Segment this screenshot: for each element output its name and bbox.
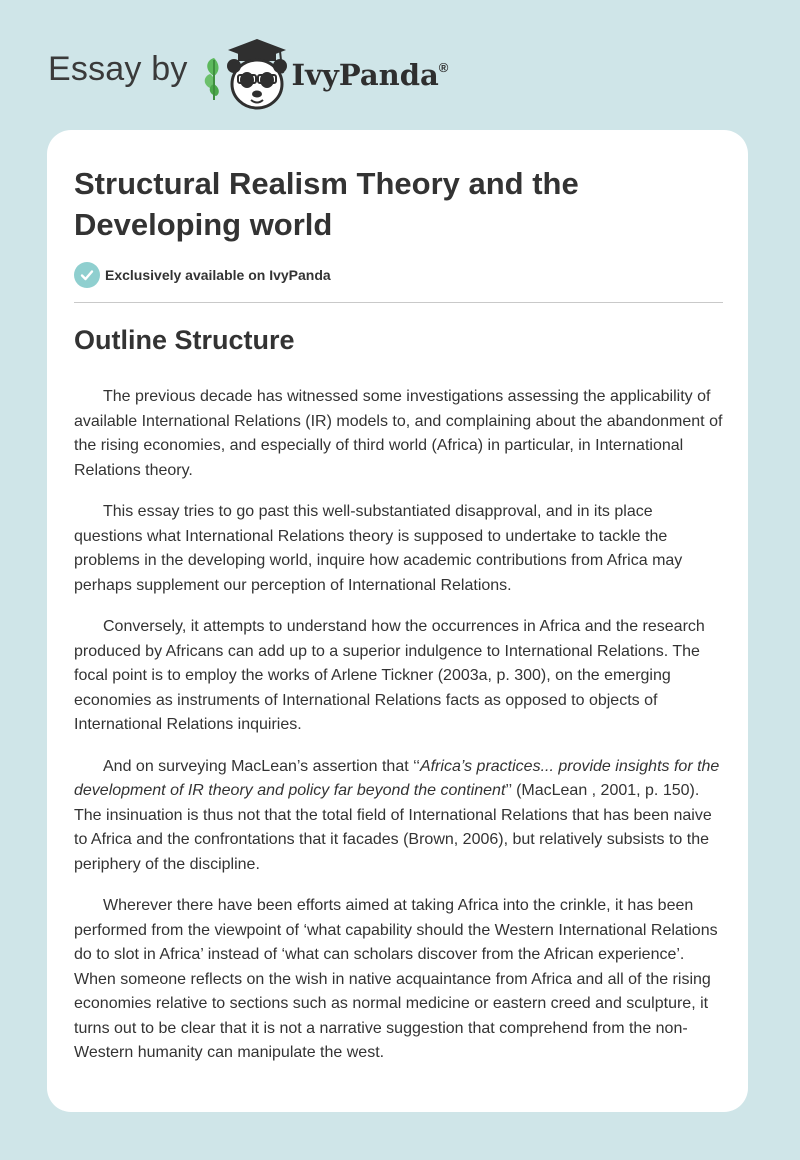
essay-card (47, 130, 748, 1112)
essay-by-label: Essay by (48, 49, 188, 88)
paragraph-5: Wherever there have been efforts aimed at taking Africa into the crinkle, it has been performed from the viewpoint of ‘what capability should the Western International Relations do to slot in Africa’ instead of ‘what can scholars discover from the African experience’. When someone reflects on the wish in native acquaintance from Africa and all of the rising economies relative to sections such as normal medicine or eastern creed and sculpture, it turns out to be clear that it is not a narrative suggestion that comprehend from the non- Western humanity can manipulate the west. (74, 897, 718, 1061)
paragraph-4-lead: And on surveying MacLean’s assertion that ‘‘ (103, 757, 420, 775)
essay-body (74, 385, 724, 1083)
registered-mark: ® (438, 60, 449, 76)
paragraph-4-quote: Africa’s practices... provide insights for the development of IR theory and policy far beyond the continent (74, 757, 720, 799)
essay-title: Structural Realism Theory and the Developing world (74, 166, 579, 242)
paragraph-4 (74, 755, 724, 878)
section-heading: Outline Structure (74, 325, 295, 355)
paragraph-3: Conversely, it attempts to understand how the occurrences in Africa and the research produced by Africans can add up to a superior indulgence to International Relations. The focal point is to employ the works of Arlene Tickner (2003a, p. 300), on the emerging economies as instruments of International Relations facts as opposed to objects of International Relations inquiries. (74, 618, 705, 733)
divider (74, 302, 723, 303)
panda-logo-icon[interactable] (202, 36, 290, 112)
paragraph-2: This essay tries to go past this well-substantiated disapproval, and in its place questions what International Relations theory is supposed to undertake to tackle the problems in the developing world, inquire how academic contributions from Africa may perhaps supplement our perception of International Relations. (74, 503, 683, 594)
check-icon (74, 262, 100, 288)
leaf-icon (204, 58, 218, 100)
paragraph-1: The previous decade has witnessed some investigations assessing the applicability of available International Relations (IR) models to, and complaining about the abandonment of the rising economies, and especially of third world (Africa) in particular, in International Relations theory. (74, 388, 723, 479)
exclusive-badge (74, 262, 331, 288)
site-header (48, 34, 648, 114)
brand-text: IvyPanda (291, 58, 439, 92)
badge-label: Exclusively available on IvyPanda (105, 267, 331, 283)
paragraph-4-tail: ’’ (MacLean , 2001, p. 150). The insinuation is thus not that the total field of International Relations that has been naive to Africa and the confrontations that it facades (Brown, 2006), but relatively subsists to the periphery of the discipline. (74, 782, 712, 873)
brand-name[interactable] (292, 58, 449, 92)
